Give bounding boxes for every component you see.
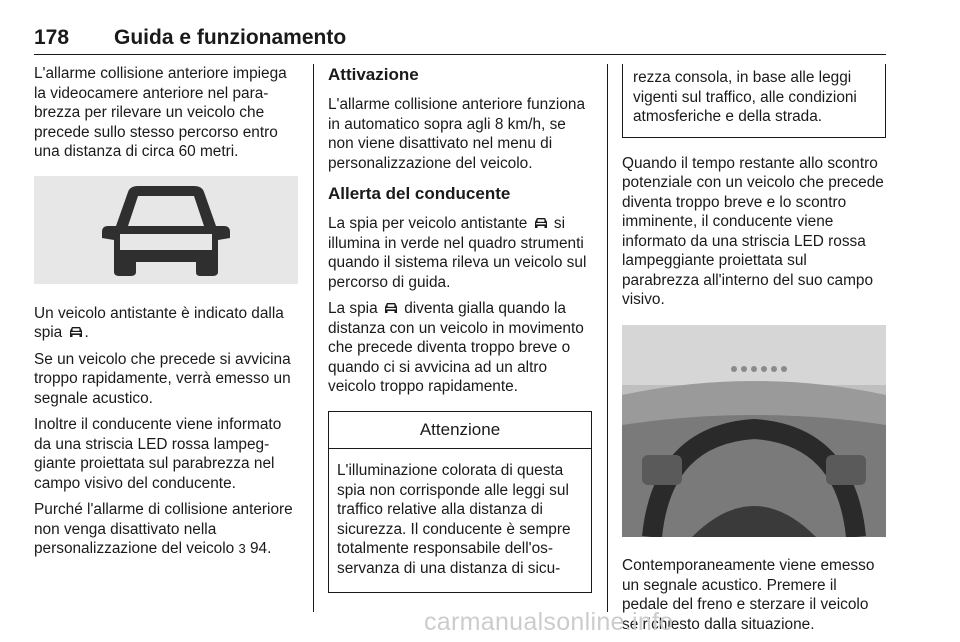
column-divider (313, 64, 314, 612)
text-span: Purché l'allarme di collisione anteriore non venga disattivato nella personalizzazione del veicolo (34, 501, 293, 557)
warning-box (328, 411, 592, 593)
car-front-icon (534, 217, 548, 229)
led-strip-paragraph: Inoltre il conducente viene informato da una striscia LED rossa lampeggiante proiettata sul parabrezza nel campo visivo del conducente. (34, 416, 282, 492)
page-number: 178 (34, 26, 70, 49)
brake-steer-paragraph: Contemporaneamente viene emesso un segnale acustico. Premere il pedale del freno e sterzare il veicolo se richiesto dalla situazione. (622, 557, 875, 633)
intro-paragraph: L'allarme collisione anteriore impiega la videocamere anteriore nel parabrezza per rilevare un veicolo che precede sullo stesso percorso entro una distanza di circa 60 metri. (34, 65, 287, 160)
car-front-icon (100, 182, 232, 278)
text-span: si illumina in verde nel quadro strumenti quando il sistema rileva un veicolo sul percorso di guida. (328, 215, 587, 291)
car-front-icon (384, 302, 398, 314)
column-middle (328, 64, 592, 593)
warning-text: L'illuminazione colorata di questa spia non corrisponde alle leggi sul traffico relative alla distanza di sicurezza. Il conducente è sempre totalmente responsabile dell'osservanza di una distanza di sicu- (337, 462, 571, 577)
column-left (34, 64, 298, 566)
imminent-collision-paragraph: Quando il tempo restante allo scontro potenziale con un veicolo che precede diventa troppo breve e lo scontro imminente, il conducente viene informato da una striscia LED rossa lampeggiante proiettata sul parabrezza all'interno del suo campo visivo. (622, 154, 884, 308)
column-divider (607, 64, 608, 612)
alert-paragraph-1 (328, 214, 592, 292)
vehicle-ahead-illustration (34, 176, 298, 284)
alert-paragraph-2 (328, 299, 592, 397)
page-ref-number: 94. (250, 540, 272, 557)
arrow-ref-icon: 3 (238, 541, 246, 556)
column-right (622, 64, 886, 641)
watermark: carmanualsonline.info (424, 608, 674, 636)
page-title: Guida e funzionamento (114, 26, 347, 49)
activation-paragraph: L'allarme collisione anteriore funziona in automatico sopra agli 8 km/h, se non viene disattivato nel menu di personalizzazione del veicolo. (328, 96, 586, 172)
activation-heading: Attivazione (328, 65, 419, 84)
text-span: La spia (328, 300, 378, 317)
warning-title: Attenzione (329, 412, 591, 450)
car-front-icon (69, 326, 83, 338)
text-span: Un veicolo antistante è indicato dalla spia (34, 304, 284, 341)
text-span: . (84, 324, 89, 341)
page-ref-link[interactable] (238, 540, 271, 557)
warning-box-continued: rezza consola, in base alle leggi vigenti sul traffico, alle condizioni atmosferiche e della strada. (622, 64, 886, 138)
text-span: La spia per veicolo antistante (328, 215, 528, 232)
page-header (34, 22, 886, 55)
acoustic-signal-paragraph: Se un veicolo che precede si avvicina troppo rapidamente, verrà emesso un segnale acustico. (34, 350, 291, 407)
text-span: diventa gialla quando la distanza con un veicolo in movimento che precede diventa troppo breve o quando ci si avvicina ad un altro veicolo troppo rapidamente. (328, 300, 584, 395)
windshield-led-illustration (622, 325, 886, 537)
vehicle-ahead-paragraph (34, 304, 298, 343)
deactivation-paragraph (34, 500, 298, 559)
driver-alert-heading: Allerta del conducente (328, 184, 511, 203)
